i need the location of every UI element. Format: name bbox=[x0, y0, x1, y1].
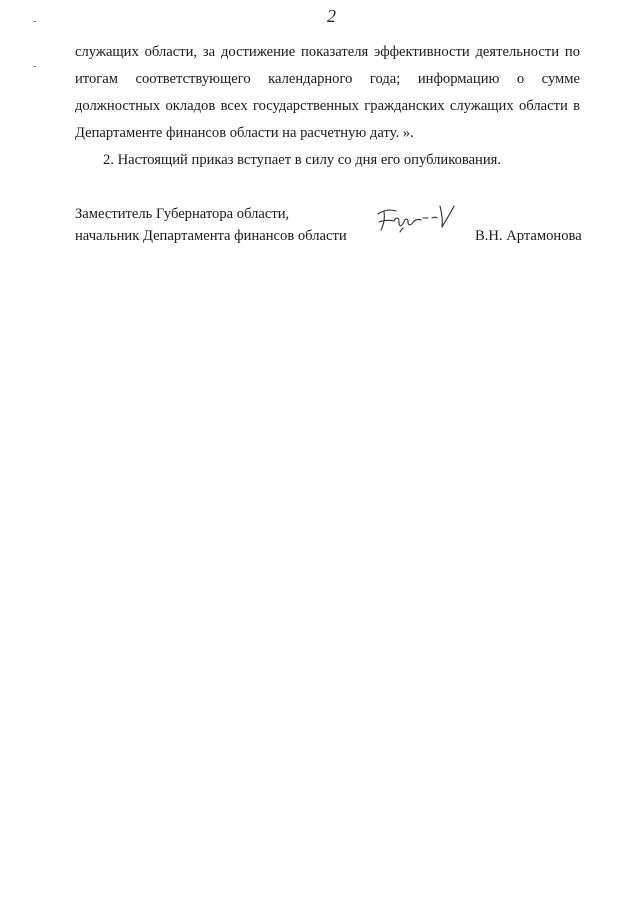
signatory-name: В.Н. Артамонова bbox=[475, 228, 582, 244]
text-line: служащих области, за достижение показателя эффективности деятельности по bbox=[75, 44, 580, 60]
text-line: Департаменте финансов области на расчетную дату. ». bbox=[75, 125, 414, 141]
text-line: итогам соответствующего календарного года; информацию о сумме bbox=[75, 71, 580, 87]
signatory-title-line-2: начальник Департамента финансов области bbox=[75, 228, 347, 244]
scan-artifact bbox=[34, 21, 36, 22]
signature-block bbox=[75, 203, 585, 247]
paragraph-item-2: 2. Настоящий приказ вступает в силу со дня его опубликования. bbox=[103, 152, 502, 168]
scan-artifact bbox=[34, 66, 36, 67]
page-number: 2 bbox=[327, 6, 336, 26]
paragraph-continuation bbox=[75, 39, 580, 147]
handwritten-signature bbox=[370, 200, 460, 240]
document-body bbox=[75, 39, 580, 174]
text-line: должностных окладов всех государственных гражданских служащих области в bbox=[75, 98, 580, 114]
signatory-title-line-1: Заместитель Губернатора области, bbox=[75, 206, 290, 222]
